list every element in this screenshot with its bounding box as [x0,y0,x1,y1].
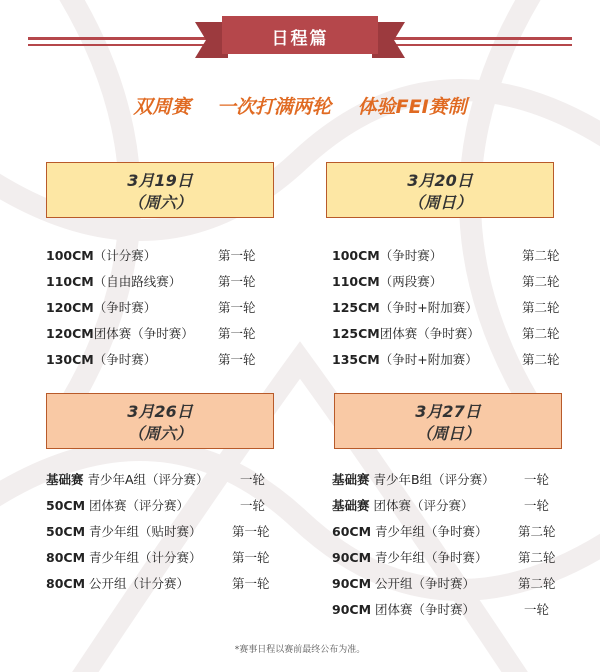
event-name: （自由路线赛） [93,274,182,289]
event-code: 基础赛 [46,472,84,487]
event-round: 第二轮 [518,576,556,591]
event-code: 80CM [46,550,86,565]
event-code: 90CM [332,550,372,565]
subtitle-part: 双周赛 [133,96,191,118]
weekday-label: （周日） [415,424,480,443]
event-code: 120CM [46,300,94,315]
event-name: 团体赛（评分赛） [89,498,190,513]
event-name: （争时赛） [93,352,157,367]
event-round: 第一轮 [218,326,256,341]
event-round: 第二轮 [522,248,560,263]
event-name: （争时+附加赛） [379,352,478,367]
event-round: 一轮 [524,602,550,617]
event-name: 团体赛（争时赛） [375,602,476,617]
list-item [332,496,550,514]
event-code: 50CM [46,524,86,539]
event-code: 125CM [332,326,380,341]
date-box-day1 [46,162,274,218]
event-name: 青少年A组（评分赛） [87,472,209,487]
event-name: 团体赛（争时赛） [379,326,480,341]
event-round: 第二轮 [522,326,560,341]
page-title: 日程篇 [271,29,329,49]
event-code: 60CM [332,524,372,539]
event-code: 125CM [332,300,380,315]
list-item [46,350,256,368]
event-code: 135CM [332,352,380,367]
list-item [332,272,560,290]
event-round: 第二轮 [522,300,560,315]
date-label: 3月19日 [127,171,193,190]
event-code: 100CM [46,248,94,263]
event-code: 130CM [46,352,94,367]
footnote: *赛事日程以赛前最终公布为准。 [234,645,366,655]
event-name: （争时赛） [93,300,157,315]
list-item [46,272,256,290]
subtitle-part: 体验FEI赛制 [357,96,467,118]
event-code: 80CM [46,576,86,591]
event-round: 第一轮 [232,550,270,565]
event-round: 第一轮 [232,576,270,591]
date-box-day3 [46,393,274,449]
subtitle [0,92,600,119]
event-code: 90CM [332,602,372,617]
event-round: 一轮 [524,472,550,487]
event-code: 基础赛 [332,472,370,487]
event-round: 第一轮 [218,274,256,289]
list-item [46,496,266,514]
event-round: 第一轮 [218,248,256,263]
event-name: （两段赛） [379,274,443,289]
event-name: 公开组（争时赛） [375,576,476,591]
weekday-label: （周六） [127,424,192,443]
list-item [46,522,270,540]
subtitle-part: 一次打满两轮 [216,96,331,118]
list-item [46,324,256,342]
event-name: （争时+附加赛） [379,300,478,315]
event-code: 90CM [332,576,372,591]
list-item [332,548,556,566]
list-item [46,574,270,592]
event-name: 青少年组（贴时赛） [89,524,202,539]
event-name: 团体赛（评分赛） [373,498,474,513]
event-round: 第一轮 [232,524,270,539]
event-round: 第二轮 [518,524,556,539]
date-box-day4 [334,393,562,449]
event-name: 青少年B组（评分赛） [373,472,495,487]
event-round: 第二轮 [522,352,560,367]
list-item [332,298,560,316]
date-label: 3月26日 [127,402,193,421]
list-item [332,470,550,488]
event-name: 青少年组（争时赛） [375,524,488,539]
event-code: 100CM [332,248,380,263]
event-round: 第一轮 [218,300,256,315]
event-round: 一轮 [524,498,550,513]
event-round: 第一轮 [218,352,256,367]
event-code: 120CM [46,326,94,341]
list-item [332,324,560,342]
list-item [332,522,556,540]
date-label: 3月20日 [407,171,473,190]
date-box-day2 [326,162,554,218]
event-name: （计分赛） [93,248,157,263]
event-code: 基础赛 [332,498,370,513]
list-item [332,350,560,368]
list-item [332,600,550,618]
event-name: 青少年组（争时赛） [375,550,488,565]
weekday-label: （周六） [127,193,192,212]
list-item [46,298,256,316]
event-code: 110CM [332,274,380,289]
list-item [46,246,256,264]
event-code: 110CM [46,274,94,289]
event-name: （争时赛） [379,248,443,263]
event-name: 青少年组（计分赛） [89,550,202,565]
list-item [46,470,266,488]
list-item [332,574,556,592]
date-label: 3月27日 [415,402,481,421]
event-name: 团体赛（争时赛） [93,326,194,341]
event-round: 第二轮 [518,550,556,565]
weekday-label: （周日） [407,193,472,212]
list-item [46,548,270,566]
event-round: 一轮 [240,498,266,513]
list-item [332,246,560,264]
event-code: 50CM [46,498,86,513]
event-round: 一轮 [240,472,266,487]
event-name: 公开组（计分赛） [89,576,190,591]
event-round: 第二轮 [522,274,560,289]
